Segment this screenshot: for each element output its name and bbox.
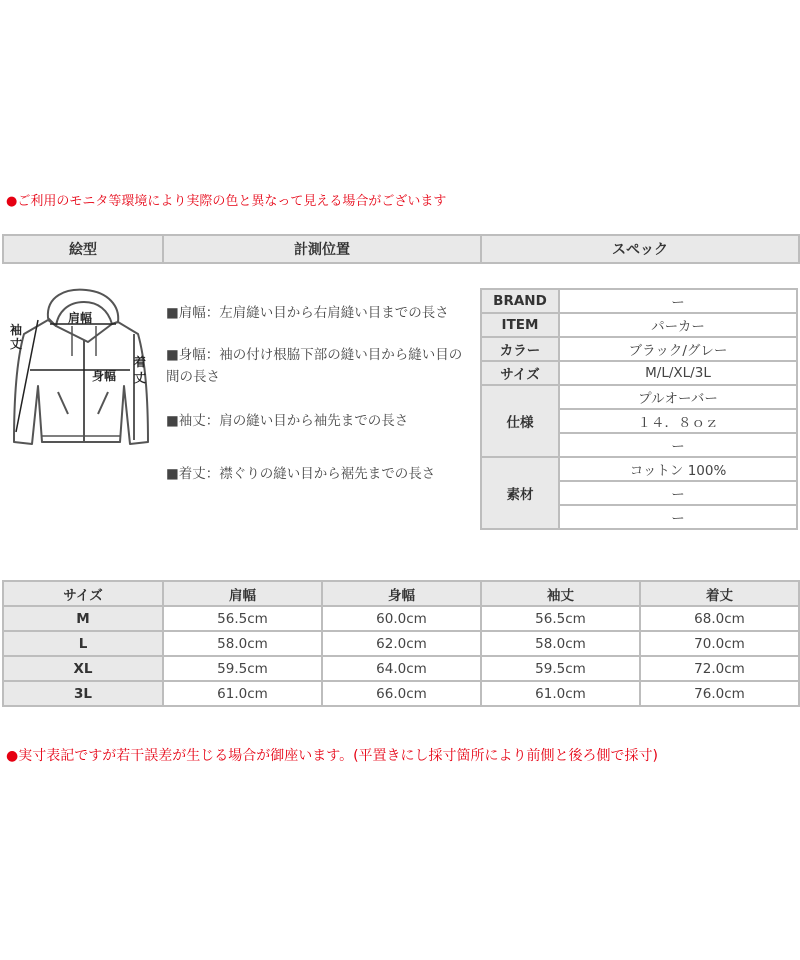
color-disclaimer-note: ●ご利用のモニタ等環境により実際の色と異なって見える場合がございます — [6, 194, 447, 209]
table-row — [3, 606, 799, 631]
header-measurement-position: 計測位置 — [163, 235, 481, 263]
size-cell: 59.5cm — [481, 656, 640, 681]
size-cell: 68.0cm — [640, 606, 799, 631]
size-cell: 70.0cm — [640, 631, 799, 656]
size-cell: 62.0cm — [322, 631, 481, 656]
spec-item-label: ITEM — [481, 313, 559, 337]
spec-item-value: パーカー — [559, 313, 797, 337]
size-cell: M — [3, 606, 163, 631]
label-sleeve-1: 袖 — [10, 323, 23, 337]
spec-material-label: 素材 — [481, 457, 559, 529]
size-header-size: サイズ — [3, 581, 163, 606]
label-sleeve-2: 丈 — [10, 337, 23, 351]
label-shoulder-width: 肩幅 — [68, 311, 93, 325]
measurement-disclaimer-note: ●実寸表記ですが若干誤差が生じる場合が御座います。(平置きにし採寸箇所により前側と後ろ側で採寸) — [6, 748, 659, 764]
size-cell: 64.0cm — [322, 656, 481, 681]
spec-shiyou-value: プルオーバー — [559, 385, 797, 409]
size-cell: 58.0cm — [481, 631, 640, 656]
spec-material-value: コットン 100% — [559, 457, 797, 481]
size-cell: 61.0cm — [163, 681, 322, 706]
spec-color-value: ブラック/グレー — [559, 337, 797, 361]
header-spec: スペック — [481, 235, 799, 263]
label-length-2: 丈 — [134, 371, 147, 385]
spec-brand-label: BRAND — [481, 289, 559, 313]
desc-total-length: ■着丈：襟ぐりの縫い目から裾先までの長さ — [166, 466, 436, 482]
desc-shoulder-width: ■肩幅：左肩縫い目から右肩縫い目までの長さ — [166, 305, 449, 321]
hoodie-pocket-right — [98, 392, 108, 414]
spec-size-label: サイズ — [481, 361, 559, 385]
spec-brand-value: ー — [559, 289, 797, 313]
size-cell: L — [3, 631, 163, 656]
size-table — [2, 580, 800, 707]
size-cell: 76.0cm — [640, 681, 799, 706]
size-cell: 59.5cm — [163, 656, 322, 681]
desc-sleeve-length: ■袖丈：肩の縫い目から袖先までの長さ — [166, 413, 409, 429]
size-cell: 72.0cm — [640, 656, 799, 681]
size-cell: 58.0cm — [163, 631, 322, 656]
spec-material-value: ー — [559, 505, 797, 529]
spec-size-value: M/L/XL/3L — [559, 361, 797, 385]
label-body-width: 身幅 — [92, 369, 117, 383]
size-header-sleeve: 袖丈 — [481, 581, 640, 606]
size-cell: 56.5cm — [163, 606, 322, 631]
desc-body-width: ■身幅：袖の付け根脇下部の縫い目から縫い目の間の長さ — [166, 347, 463, 385]
hoodie-pocket-left — [58, 392, 68, 414]
section-header-table — [2, 234, 800, 264]
hoodie-diagram — [8, 282, 156, 462]
size-header-length: 着丈 — [640, 581, 799, 606]
size-cell: 3L — [3, 681, 163, 706]
size-cell: 60.0cm — [322, 606, 481, 631]
spec-shiyou-label: 仕様 — [481, 385, 559, 457]
size-cell: 61.0cm — [481, 681, 640, 706]
label-length-1: 着 — [134, 355, 147, 369]
header-illustration: 絵型 — [3, 235, 163, 263]
size-header-body: 身幅 — [322, 581, 481, 606]
size-header-shoulder: 肩幅 — [163, 581, 322, 606]
size-cell: 56.5cm — [481, 606, 640, 631]
spec-material-value: ー — [559, 481, 797, 505]
table-row — [3, 681, 799, 706]
table-row — [3, 656, 799, 681]
size-cell: XL — [3, 656, 163, 681]
spec-table — [480, 288, 798, 530]
spec-color-label: カラー — [481, 337, 559, 361]
spec-shiyou-value: １４．８ｏｚ — [559, 409, 797, 433]
table-row — [3, 631, 799, 656]
spec-shiyou-value: ー — [559, 433, 797, 457]
size-cell: 66.0cm — [322, 681, 481, 706]
